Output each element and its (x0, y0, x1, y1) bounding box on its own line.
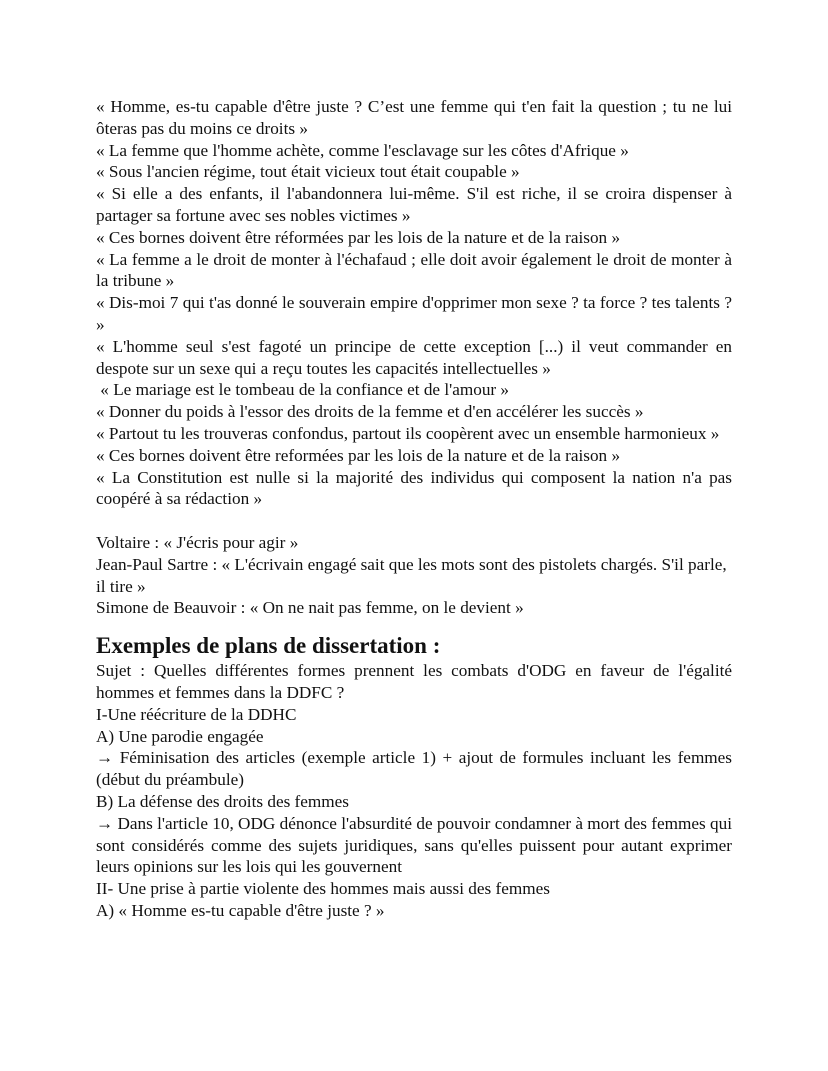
quote-line: « La femme a le droit de monter à l'échafaud ; elle doit avoir également le droit de monter à la tribune » (96, 249, 732, 291)
quote-line: « La Constitution est nulle si la majorité des individus qui composent la nation n'a pas coopéré à sa rédaction » (96, 467, 732, 509)
quote-line: « La femme que l'homme achète, comme l'esclavage sur les côtes d'Afrique » (96, 140, 629, 160)
plan-line: → Féminisation des articles (exemple article 1) + ajout de formules incluant les femmes (début du préambule) (96, 748, 732, 790)
quote-line: « Partout tu les trouveras confondus, partout ils coopèrent avec un ensemble harmonieux » (96, 423, 720, 443)
plan-line: → Dans l'article 10, ODG dénonce l'absurdité de pouvoir condamner à mort des femmes qui sont considérés comme des sujets juridiques, sans qu'elles puissent pour autant exprimer leurs opinions sur les lois qui les gouvernent (96, 813, 732, 877)
quote-line: « Dis-moi 7 qui t'as donné le souverain empire d'opprimer mon sexe ? ta force ? tes talents ? » (96, 293, 732, 334)
plan-line: A) Une parodie engagée (96, 726, 264, 746)
quote-line: « Homme, es-tu capable d'être juste ? C’est une femme qui t'en fait la question ; tu ne lui ôteras pas du moins ce droits » (96, 97, 732, 138)
quote-line: « Si elle a des enfants, il l'abandonnera lui-même. S'il est riche, il se croira dispenser à partager sa fortune avec ses nobles victimes » (96, 184, 732, 225)
author-quote: Jean-Paul Sartre : « L'écrivain engagé sait que les mots sont des pistolets chargés. S'il parle, il tire » (96, 554, 727, 596)
author-quote: Simone de Beauvoir : « On ne nait pas femme, on le devient » (96, 598, 524, 618)
plan-line: II- Une prise à partie violente des hommes mais aussi des femmes (96, 879, 550, 899)
plan-line: Sujet : Quelles différentes formes prennent les combats d'ODG en faveur de l'égalité hommes et femmes dans la DDFC ? (96, 661, 732, 702)
quote-line: « Ces bornes doivent être réformées par les lois de la nature et de la raison » (96, 227, 621, 247)
quote-line: « Donner du poids à l'essor des droits de la femme et d'en accélérer les succès » (96, 402, 644, 422)
plan-line: I-Une réécriture de la DDHC (96, 704, 297, 724)
spacer (96, 510, 732, 532)
spacer (96, 619, 732, 632)
authors-section (96, 532, 732, 619)
document-page (96, 96, 732, 922)
quote-line: « Sous l'ancien régime, tout était vicieux tout était coupable » (96, 162, 520, 182)
quote-line: « Ces bornes doivent être reformées par les lois de la nature et de la raison » (96, 445, 621, 465)
quote-line: « Le mariage est le tombeau de la confiance et de l'amour » (96, 380, 510, 400)
plan-line: B) La défense des droits des femmes (96, 791, 349, 811)
section-heading: Exemples de plans de dissertation : (96, 633, 441, 659)
quotes-section (96, 96, 732, 510)
author-quote: Voltaire : « J'écris pour agir » (96, 532, 299, 552)
plan-line: A) « Homme es-tu capable d'être juste ? » (96, 900, 385, 920)
quote-line: « L'homme seul s'est fagoté un principe de cette exception [...) il veut commander en despote sur un sexe qui a reçu toutes les capacités intellectuelles » (96, 336, 732, 378)
plans-section (96, 632, 732, 922)
